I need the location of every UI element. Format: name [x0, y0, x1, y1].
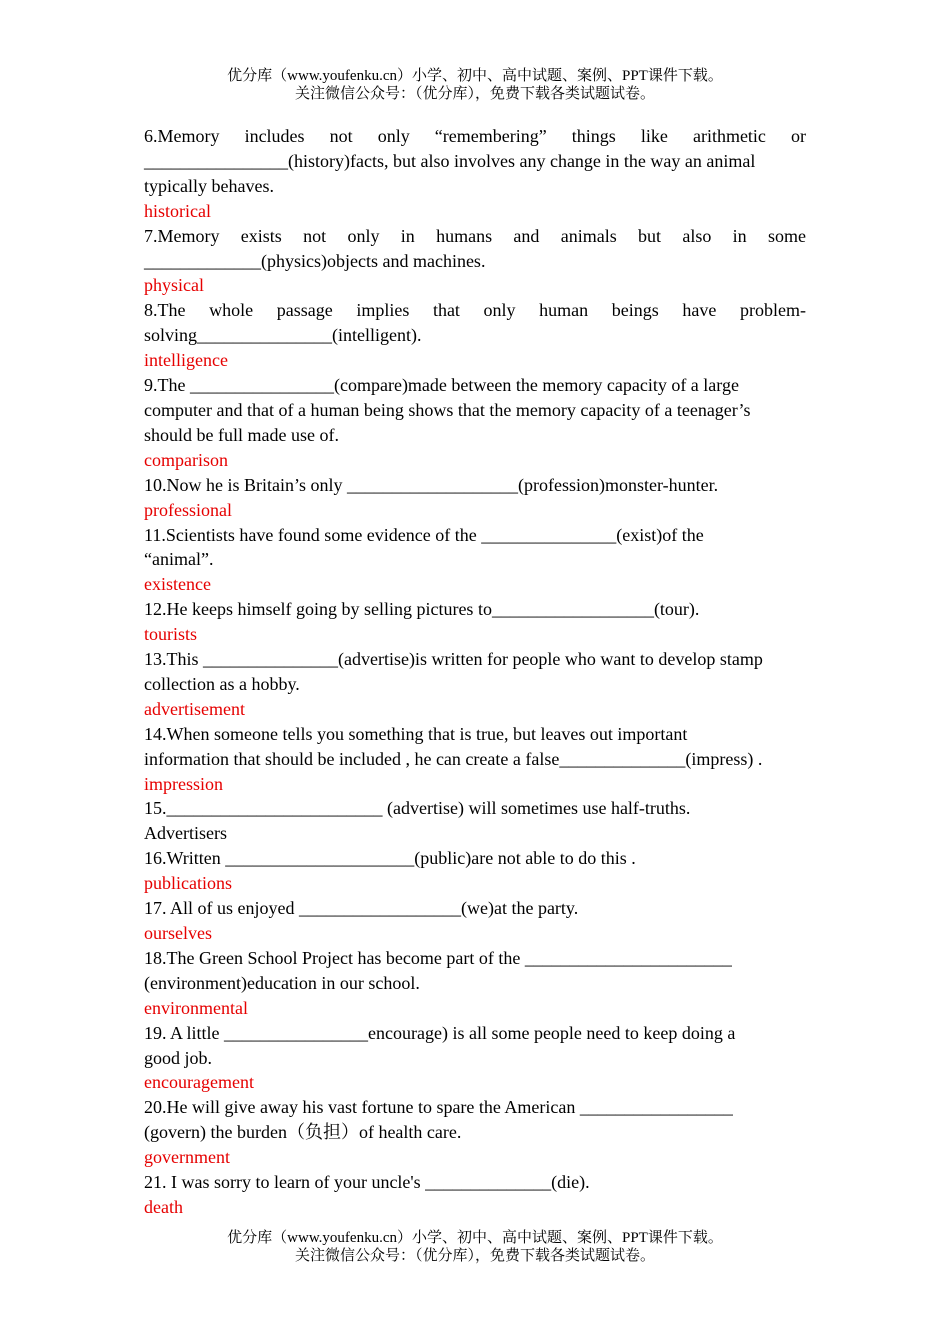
answer-8: intelligence	[144, 350, 228, 371]
question-11-line-2: “animal”.	[144, 549, 214, 570]
question-14-line-1: 14.When someone tells you something that is true, but leaves out important	[144, 723, 688, 744]
question-20-line-1: 20.He will give away his vast fortune to spare the American _________________	[144, 1097, 733, 1118]
question-15-line-2: Advertisers	[144, 823, 227, 844]
answer-17: ourselves	[144, 923, 212, 943]
answer-18: environmental	[144, 997, 248, 1018]
answer-16: publications	[144, 873, 232, 894]
question-15-line-1: 15.________________________ (advertise) will sometimes use half-truths.	[144, 798, 691, 819]
answer-19: encouragement	[144, 1072, 254, 1093]
question-18-line-2: (environment)education in our school.	[144, 972, 420, 993]
question-19-line-1: 19. A little ________________encourage) is all some people need to keep doing a	[144, 1022, 736, 1043]
question-20-line-2: (govern) the burden（负担）of health care.	[144, 1122, 462, 1143]
question-8-line-2: solving_______________(intelligent).	[144, 325, 422, 346]
question-9-line-2: computer and that of a human being shows that the memory capacity of a teenager’s	[144, 399, 751, 420]
question-18-line-1: 18.The Green School Project has become part of the _______________________	[144, 947, 732, 968]
question-16-line-1: 16.Written _____________________(public)are not able to do this .	[144, 848, 636, 869]
question-6-line-1: 6.Memory includes not only “remembering” things like arithmetic or	[144, 126, 806, 146]
answer-7: physical	[144, 275, 204, 296]
question-7-line-1: 7.Memory exists not only in humans and animals but also in some	[144, 225, 806, 246]
answer-21: death	[144, 1196, 183, 1217]
answer-20: government	[144, 1147, 230, 1168]
question-12-line-1: 12.He keeps himself going by selling pictures to__________________(tour).	[144, 599, 700, 620]
question-9-line-3: should be full made use of.	[144, 424, 339, 445]
header-line-2: 关注微信公众号：（优分库），免费下载各类试题试卷。	[294, 86, 655, 102]
question-8-line-1: 8.The whole passage implies that only human beings have problem-	[144, 300, 806, 321]
header-line-1: 优分库（www.youfenku.cn）小学、初中、高中试题、案例、PPT课件下载。	[227, 68, 723, 84]
answer-10: professional	[144, 499, 232, 520]
question-10-line-1: 10.Now he is Britain’s only ___________________(profession)monster-hunter.	[144, 474, 719, 495]
question-13-line-1: 13.This _______________(advertise)is written for people who want to develop stamp	[144, 649, 763, 670]
question-7-line-2: _____________(physics)objects and machines.	[144, 250, 486, 271]
answer-14: impression	[144, 773, 223, 794]
question-14-line-2: information that should be included , he can create a false______________(impress) .	[144, 748, 763, 769]
question-6-line-3: typically behaves.	[144, 175, 274, 196]
question-list	[144, 124, 806, 1220]
footer-line-2: 关注微信公众号：（优分库），免费下载各类试题试卷。	[294, 1248, 655, 1264]
footer-line-1: 优分库（www.youfenku.cn）小学、初中、高中试题、案例、PPT课件下载。	[227, 1230, 723, 1246]
question-21-line-1: 21. I was sorry to learn of your uncle's ______________(die).	[144, 1172, 590, 1193]
answer-13: advertisement	[144, 698, 245, 719]
question-17-line-1: 17. All of us enjoyed __________________(we)at the party.	[144, 898, 579, 919]
question-19-line-2: good job.	[144, 1047, 213, 1068]
page-footer	[0, 1229, 950, 1265]
question-11-line-1: 11.Scientists have found some evidence of the _______________(exist)of the	[144, 524, 704, 545]
answer-11: existence	[144, 574, 211, 595]
question-9-line-1: 9.The ________________(compare)made between the memory capacity of a large	[144, 375, 739, 396]
answer-9: comparison	[144, 449, 228, 470]
page-header	[0, 67, 950, 103]
answer-12: tourists	[144, 624, 198, 645]
question-13-line-2: collection as a hobby.	[144, 673, 300, 694]
question-6-line-2: ________________(history)facts, but also involves any change in the way an animal	[144, 150, 756, 171]
answer-6: historical	[144, 200, 211, 221]
